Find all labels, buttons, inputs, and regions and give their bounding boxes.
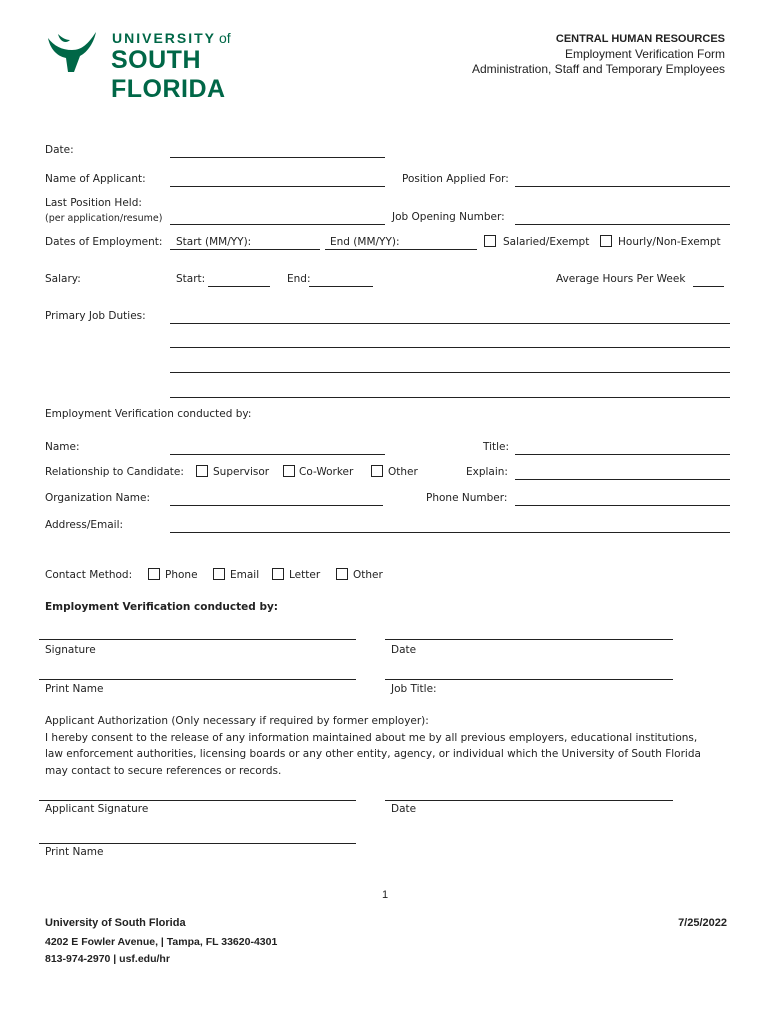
org-label: Organization Name:: [45, 492, 150, 504]
start-mmyy-field[interactable]: [170, 249, 320, 250]
logo-university: UNIVERSITY of: [112, 30, 231, 46]
job-title-field[interactable]: [385, 679, 673, 680]
date-label: Date:: [45, 144, 74, 156]
signatures-heading: Employment Verification conducted by:: [45, 601, 279, 613]
dept-heading: CENTRAL HUMAN RESOURCES: [555, 33, 725, 45]
avg-hours-field[interactable]: [693, 286, 724, 287]
phone-number-label: Phone Number:: [426, 492, 508, 504]
verifier-title-label: Title:: [483, 441, 510, 453]
other-relationship-label: Other: [388, 466, 418, 478]
position-applied-field[interactable]: [515, 186, 730, 187]
job-opening-field[interactable]: [515, 224, 730, 225]
bull-horns-icon: [44, 28, 102, 74]
email-checkbox[interactable]: [213, 568, 225, 580]
relationship-label: Relationship to Candidate:: [45, 466, 184, 478]
duties-line-2[interactable]: [170, 347, 730, 348]
verifier-heading: Employment Verification conducted by:: [45, 408, 252, 420]
address-label: Address/Email:: [45, 519, 124, 531]
avg-hours-label: Average Hours Per Week: [556, 273, 686, 285]
duties-line-4[interactable]: [170, 397, 730, 398]
contact-method-label: Contact Method:: [45, 569, 133, 581]
org-field[interactable]: [170, 505, 383, 506]
page-number: 1: [382, 889, 389, 901]
salary-end-label: End:: [287, 273, 311, 285]
footer-contact: 813-974-2970 | usf.edu/hr: [45, 953, 170, 965]
salary-start-field[interactable]: [208, 286, 270, 287]
last-position-field[interactable]: [170, 224, 385, 225]
end-mmyy-field[interactable]: [325, 249, 477, 250]
last-position-label: Last Position Held:: [45, 197, 142, 209]
coworker-label: Co-Worker: [299, 466, 354, 478]
footer-date: 7/25/2022: [678, 917, 727, 929]
coworker-checkbox[interactable]: [283, 465, 295, 477]
signature-field[interactable]: [39, 639, 356, 640]
email-label: Email: [230, 569, 260, 581]
signature-date-label: Date: [391, 644, 417, 656]
duties-line-1[interactable]: [170, 323, 730, 324]
applicant-print-name-field[interactable]: [39, 843, 356, 844]
supervisor-checkbox[interactable]: [196, 465, 208, 477]
duties-line-3[interactable]: [170, 372, 730, 373]
other-relationship-checkbox[interactable]: [371, 465, 383, 477]
phone-checkbox[interactable]: [148, 568, 160, 580]
salaried-checkbox[interactable]: [484, 235, 496, 247]
hourly-checkbox[interactable]: [600, 235, 612, 247]
logo-south-florida: SOUTH FLORIDA: [111, 46, 226, 103]
applicant-signature-field[interactable]: [39, 800, 356, 801]
authorization-line-2: law enforcement authorities, licensing boards or any other entity, agency, or individual which the University of South Florida: [45, 748, 701, 760]
date-field[interactable]: [170, 157, 385, 158]
form-subtitle: Administration, Staff and Temporary Employees: [471, 62, 725, 76]
salary-label: Salary:: [45, 273, 81, 285]
start-mmyy-label: Start (MM/YY):: [176, 236, 252, 248]
authorization-line-3: may contact to secure references or records.: [45, 764, 282, 777]
letter-label: Letter: [289, 569, 321, 581]
last-position-note: (per application/resume): [45, 213, 163, 224]
footer-org: University of South Florida: [45, 917, 186, 929]
dates-employment-label: Dates of Employment:: [45, 236, 163, 248]
position-applied-label: Position Applied For:: [402, 173, 509, 185]
authorization-line-1: I hereby consent to the release of any information maintained about me by all previous employers, educational institutions,: [45, 731, 698, 744]
salary-end-field[interactable]: [309, 286, 373, 287]
job-title-label: Job Title:: [391, 683, 437, 695]
print-name-label: Print Name: [45, 683, 104, 695]
phone-label: Phone: [165, 569, 198, 581]
phone-number-field[interactable]: [515, 505, 730, 506]
supervisor-label: Supervisor: [213, 466, 270, 478]
address-field[interactable]: [170, 532, 730, 533]
explain-label: Explain:: [466, 466, 508, 478]
applicant-date-label: Date: [391, 803, 417, 815]
verifier-name-label: Name:: [45, 441, 80, 453]
salaried-label: Salaried/Exempt: [503, 236, 590, 248]
applicant-label: Name of Applicant:: [45, 173, 146, 185]
applicant-date-field[interactable]: [385, 800, 673, 801]
duties-label: Primary Job Duties:: [45, 310, 146, 322]
verifier-title-field[interactable]: [515, 454, 730, 455]
authorization-heading: Applicant Authorization (Only necessary if required by former employer):: [45, 715, 429, 727]
hourly-label: Hourly/Non-Exempt: [618, 236, 721, 248]
print-name-field[interactable]: [39, 679, 356, 680]
form-title: Employment Verification Form: [564, 47, 725, 61]
salary-start-label: Start:: [176, 273, 206, 285]
applicant-signature-label: Applicant Signature: [45, 803, 149, 815]
end-mmyy-label: End (MM/YY):: [330, 236, 400, 248]
contact-other-label: Other: [353, 569, 383, 581]
verifier-name-field[interactable]: [170, 454, 385, 455]
job-opening-label: Job Opening Number:: [392, 211, 505, 223]
usf-logo: [44, 28, 309, 103]
contact-other-checkbox[interactable]: [336, 568, 348, 580]
explain-field[interactable]: [515, 479, 730, 480]
footer-address: 4202 E Fowler Avenue, | Tampa, FL 33620-4301: [45, 936, 278, 948]
signature-label: Signature: [45, 644, 96, 656]
authorization-text: [45, 713, 735, 779]
applicant-print-name-label: Print Name: [45, 846, 104, 858]
signature-date-field[interactable]: [385, 639, 673, 640]
applicant-field[interactable]: [170, 186, 385, 187]
letter-checkbox[interactable]: [272, 568, 284, 580]
